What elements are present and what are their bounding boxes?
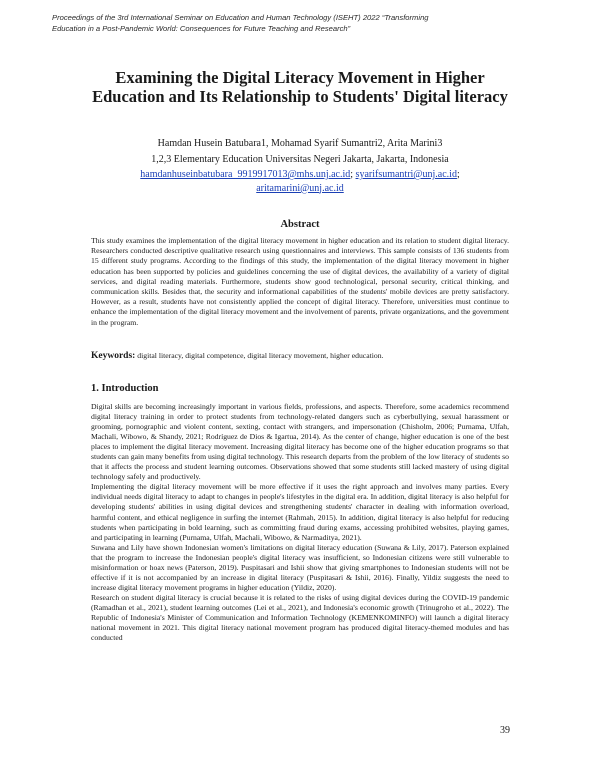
paragraph-3: Suwana and Lily have shown Indonesian women's limitations on digital literacy education (Suwana & Lily, 2017). Paterson explained that the program to increase the Indonesian people's digital literacy was insufficient, so Indonesian citizens were still vulnerable to misinformation or hoax news (Paterson, 2019). Puspitasari and Ishii show that giving smartphones to Indonesian students will not be effective if it is not accompanied by an increase in digital literacy (Puspitasari & Ishii, 2016). Finally, Yildiz suggests the need to increase digital literacy movement programs in higher education (Yildiz, 2020).: [91, 542, 509, 592]
keywords: [91, 351, 509, 361]
email-link-1[interactable]: hamdanhuseinbatubara_9919917013@mhs.unj.ac.id: [140, 169, 351, 180]
author-names: Hamdan Husein Batubara1, Mohamad Syarif Sumantri2, Arita Marini3: [157, 138, 443, 149]
keywords-label: Keywords:: [91, 351, 136, 361]
email-link-2[interactable]: syarifsumantri@unj.ac.id: [355, 169, 457, 180]
section-title-introduction: 1. Introduction: [91, 383, 159, 394]
header-line-2: Education in a Post-Pandemic World: Consequences for Future Teaching and Research”: [52, 23, 351, 33]
abstract-text: This study examines the implementation of the digital literacy movement in higher education and its relation to student digital literacy. Researchers conducted descriptive qualitative research using questionnaires and interviews. This sample consists of 136 students from 15 different study programs. According to the findings of this study, the implementation of the digital literacy movement in higher education has been supported by policies and guidelines concerning the use of digital devices, the availability of a variety of digital services, and digital reading materials. Furthermore, students show good technological, personal security, critical thinking, and communication skills. Besides that, the security and informational capabilities of the students' mobile devices are pretty satisfactory. However, as a result, students have not consistently applied the concept of digital literacy. Therefore, universities must continue to enhance the implementation of the digital literacy movement and the involvement of parents, private organizations, and the government in the program.: [91, 236, 509, 327]
abstract-heading: Abstract: [280, 219, 320, 230]
author-affiliation: 1,2,3 Elementary Education Universitas Negeri Jakarta, Jakarta, Indonesia: [151, 154, 449, 165]
page-number: 39: [500, 725, 510, 736]
paragraph-1: Digital skills are becoming increasingly important in various fields, professions, and aspects. Therefore, some academics recommend digital literacy training in order to protect students from technology-related dangers such as cyberbullying, sexual harassment or grooming, pornographic and violent content, sexting, contact with strangers, and impersonation (Chisholm, 2006; Purnama, Ulfah, Machali, Wibowo, & Shandy, 2021; Rodríguez de Dios & Igartua, 2014). As the center of change, higher education is one of the best places to implement the digital literacy movement. Increasing digital literacy has become one of the higher education programs so that students can gain many benefits from using digital technology. This research departs from the problem of the low literacy of students so that it affects the process and student learning outcomes. Observations showed that some students still lacked mastery of using digital technology safely and productively.: [91, 402, 509, 482]
running-header: [52, 13, 552, 34]
email-separator-1: ;: [350, 169, 356, 180]
keywords-text: digital literacy, digital competence, digital literacy movement, higher education.: [135, 351, 384, 360]
author-emails: [60, 168, 540, 195]
paragraph-2: Implementing the digital literacy movement will be more effective if it uses the right approach and involves many parties. Every individual needs digital literacy to adapt to changes in people's lifestyles in the digital era. In addition, digital literacy is also helpful for developing students' abilities in using digital devices and strengthening students' character in dealing with information overload, harmful content, and ethical negligence in surfing the internet (Rahmah, 2015). In addition, digital literacy is also helpful for reducing students when participating in bold learning, such as committing fraud during exams, accessing prohibited websites, playing games, and participating in learning (Purnama, Ulfah, Machali, Wibowo, & Narmaditya, 2021).: [91, 482, 509, 542]
paper-title: Examining the Digital Literacy Movement in Higher Education and Its Relationship to Students' Digital literacy: [92, 68, 508, 106]
paragraph-4: Research on student digital literacy is crucial because it is related to the risks of using digital devices during the COVID-19 pandemic (Ramadhan et al., 2021), student learning outcomes (Lei et al., 2021), and Indonesia's economic growth (Trinugroho et al., 2022). The Republic of Indonesia's Minister of Communication and Information Technology (KEMENKOMINFO) will launch a digital literacy national movement in 2021. This digital literacy national movement program has produced digital literacy-themed modules and has conducted: [91, 592, 509, 643]
introduction-body: [91, 402, 509, 643]
header-line-1: Proceedings of the 3rd International Seminar on Education and Human Technology (ISEHT) 2022 “Transforming: [52, 13, 429, 22]
email-link-3[interactable]: aritamarini@unj.ac.id: [256, 182, 344, 194]
email-separator-2: ;: [456, 169, 460, 180]
